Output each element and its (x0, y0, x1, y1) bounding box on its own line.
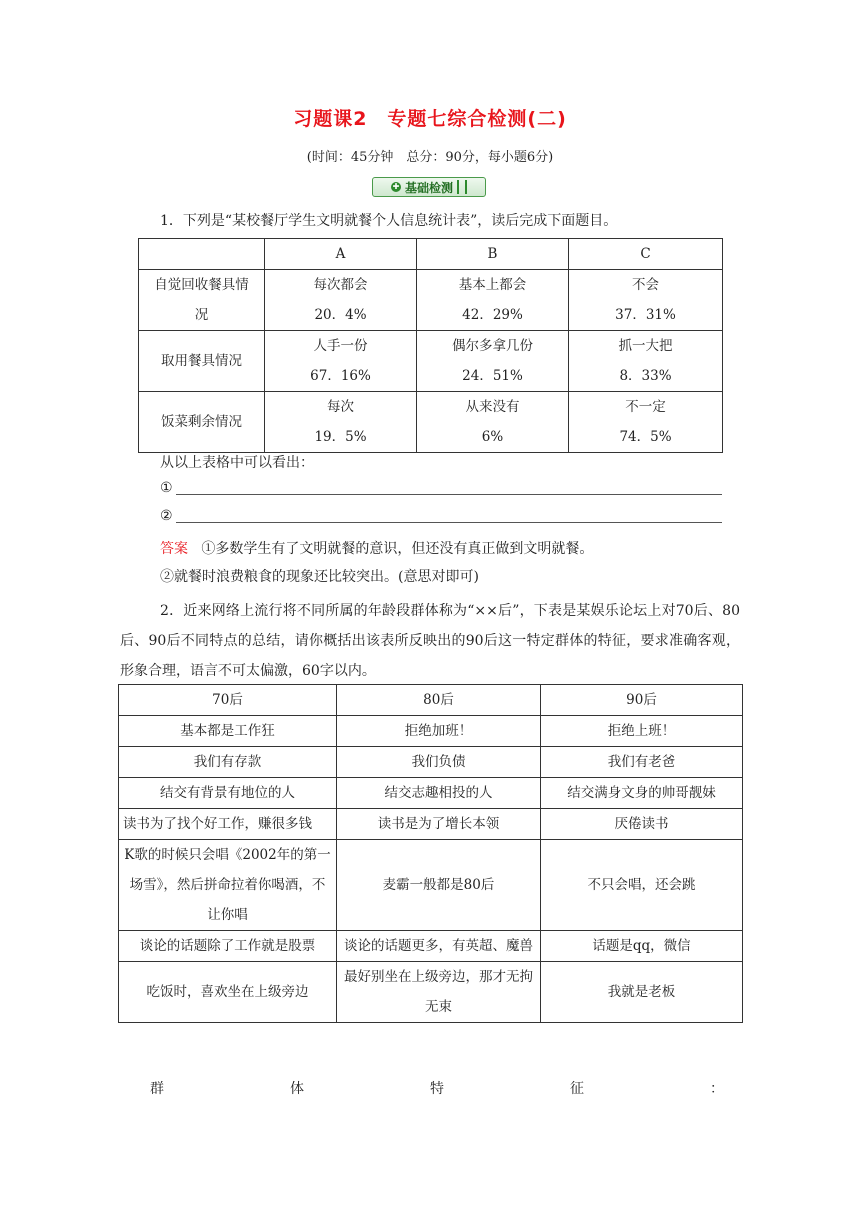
table-row (119, 931, 743, 962)
table-row (119, 747, 743, 778)
header-cell: A (265, 239, 417, 270)
table-cell: 吃饭时，喜欢坐在上级旁边 (119, 962, 337, 1023)
table-row (139, 270, 723, 331)
page-subtitle: (时间：45分钟 总分：90分，每小题6分) (306, 150, 554, 165)
table-row (119, 840, 743, 931)
table-cell: 厌倦读书 (541, 809, 743, 840)
answer-text-1: ①多数学生有了文明就餐的意识，但还没有真正做到文明就餐。 (201, 541, 594, 557)
table-row (139, 392, 723, 453)
question-1-text: 1．下列是“某校餐厅学生文明就餐个人信息统计表”，读后完成下面题目。 (160, 213, 618, 229)
table-dining-survey (138, 238, 723, 453)
header-cell (139, 239, 265, 270)
table-header-row (139, 239, 723, 270)
table-cell: K歌的时候只会唱《2002年的第一场雪》，然后拼命拉着你喝酒，不让你唱 (119, 840, 337, 931)
table-header-row (119, 685, 743, 716)
group-char: 特 (430, 1081, 444, 1097)
table-cell: 谈论的话题更多，有英超、魔兽 (337, 931, 541, 962)
row-label: 饭菜剩余情况 (139, 392, 265, 453)
table-cell: 基本都是工作狂 (119, 716, 337, 747)
table-cell: 我们有老爸 (541, 747, 743, 778)
badge-label: 基础检测 (404, 180, 453, 195)
group-char: 征 (570, 1081, 584, 1097)
header-cell: 70后 (119, 685, 337, 716)
group-char: 体 (290, 1081, 304, 1097)
answer-blank-2[interactable]: ② (160, 508, 173, 530)
table-cell: 读书为了找个好工作，赚很多钱 (119, 809, 337, 840)
table-row (119, 778, 743, 809)
table-row (119, 962, 743, 1023)
table-cell: 不会 37．31% (569, 270, 723, 331)
answer-blank-1[interactable]: ① (160, 480, 173, 502)
row-label: 取用餐具情况 (139, 331, 265, 392)
badge-dot-icon: ✚ (392, 182, 400, 191)
table-cell: 拒绝加班！ (337, 716, 541, 747)
table-row (119, 809, 743, 840)
table-row (139, 331, 723, 392)
table-cell: 我们负债 (337, 747, 541, 778)
table-cell: 抓一大把 8．33% (569, 331, 723, 392)
table-cell: 麦霸一般都是80后 (337, 840, 541, 931)
answer-line-2: ②就餐时浪费粮食的现象还比较突出。(意思对即可) (160, 569, 479, 585)
group-char: 群 (150, 1081, 164, 1097)
table-cell: 每次 19．5% (265, 392, 417, 453)
table-cell: 从来没有 6% (417, 392, 569, 453)
group-features-line (150, 1078, 724, 1098)
table-cell: 结交满身文身的帅哥靓妹 (541, 778, 743, 809)
header-cell: B (417, 239, 569, 270)
header-cell: 80后 (337, 685, 541, 716)
table-cell: 话题是qq，微信 (541, 931, 743, 962)
table-cell: 结交志趣相投的人 (337, 778, 541, 809)
table-cell: 不一定 74．5% (569, 392, 723, 453)
table-generations (118, 684, 743, 1023)
table-cell: 人手一份 67．16% (265, 331, 417, 392)
table-row (119, 716, 743, 747)
answer-line-1 (160, 538, 593, 560)
table-cell: 谈论的话题除了工作就是股票 (119, 931, 337, 962)
table-cell: 不只会唱，还会跳 (541, 840, 743, 931)
table-cell: 基本上都会 42．29% (417, 270, 569, 331)
row-label: 自觉回收餐具情 况 (139, 270, 265, 331)
question-2-text: 2．近来网络上流行将不同所属的年龄段群体称为“××后”，下表是某娱乐论坛上对70后、80后、90后不同特点的总结，请你概括出该表所反映出的90后这一特定群体的特征，要求准确客观，形象合理，语言不可太偏激，60字以内。 (120, 603, 740, 679)
group-char: ： (710, 1081, 724, 1097)
question-1-prompt: 从以上表格中可以看出： (160, 455, 314, 471)
section-badge (372, 177, 486, 197)
badge-bars-icon (457, 180, 467, 194)
table-cell: 最好别坐在上级旁边，那才无拘无束 (337, 962, 541, 1023)
table-cell: 我就是老板 (541, 962, 743, 1023)
table-cell: 我们有存款 (119, 747, 337, 778)
table-cell: 偶尔多拿几份 24．51% (417, 331, 569, 392)
header-cell: C (569, 239, 723, 270)
table-cell: 读书是为了增长本领 (337, 809, 541, 840)
page-title: 习题课2 专题七综合检测(二) (293, 108, 567, 130)
answer-label: 答案 (160, 541, 188, 557)
table-cell: 拒绝上班！ (541, 716, 743, 747)
table-cell: 结交有背景有地位的人 (119, 778, 337, 809)
header-cell: 90后 (541, 685, 743, 716)
table-cell: 每次都会 20．4% (265, 270, 417, 331)
